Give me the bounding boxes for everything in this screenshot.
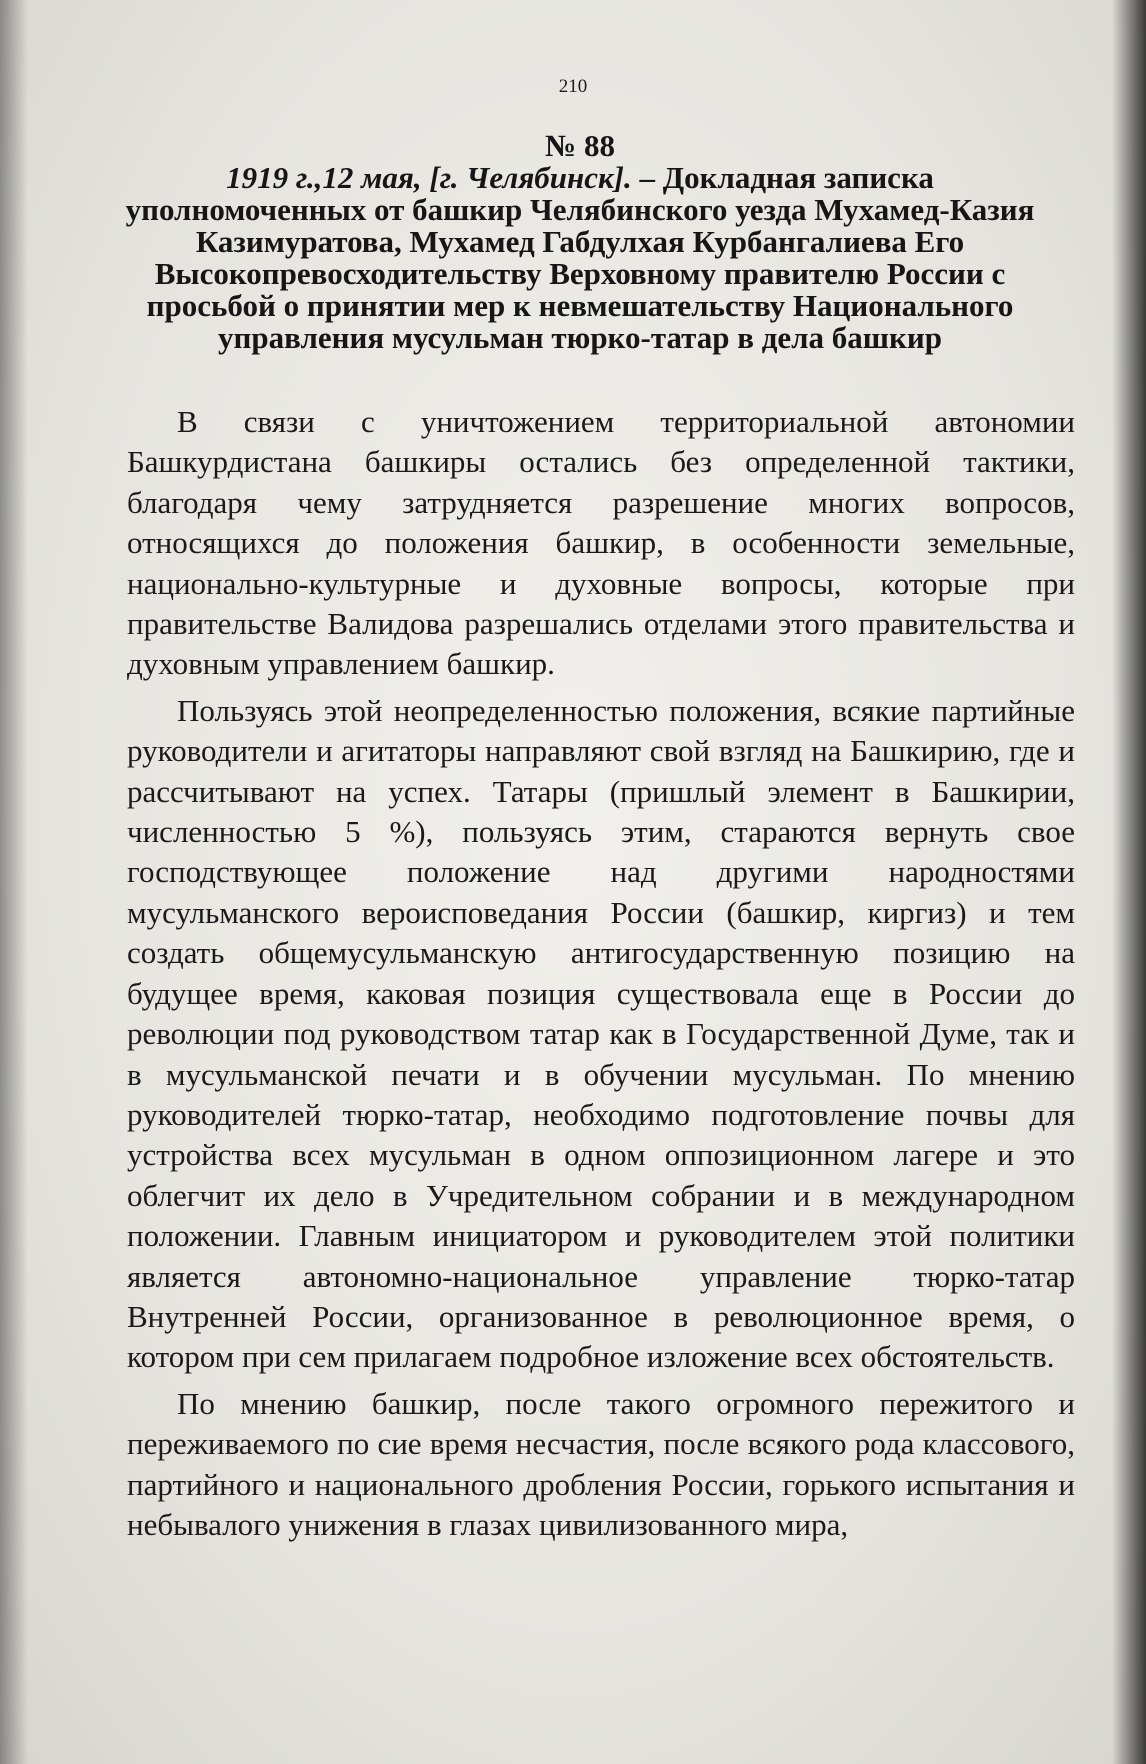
- paragraph: В связи с уничтожением территориальной автономии Башкурдистана башкиры остались без определенной тактики, благодаря чему затрудняется разрешение многих вопросов, относящихся до положения башкир, в особенности земельные, национально-культурные и духовные вопросы, которые при правительстве Валидова разрешались отделами этого правительства и духовным управлением башкир.: [127, 404, 1075, 682]
- page-shadow-left: [0, 0, 28, 1764]
- page-shadow-right: [1112, 0, 1146, 1764]
- document-date-place: 1919 г.,12 мая, [г. Челябинск].: [226, 160, 632, 195]
- paragraph: Пользуясь этой неопределенностью положения, всякие партийные руководители и агитаторы направляют свой взгляд на Башкирию, где и рассчитывают на успех. Татары (пришлый элемент в Башкирии, численностью 5 %), пользуясь этим, стараются вернуть свое господствующее положение над другими народностями мусульманского вероисповедания России (башкир, киргиз) и тем создать общемусульманскую антигосударственную позицию на будущее время, каковая позиция существовала еще в России до революции под руководством татар как в Государственной Думе, так и в мусульманской печати и в обучении мусульман. По мнению руководителей тюрко-татар, необходимо подготовление почвы для устройства всех мусульман в одном оппозиционном лагере и это облегчит их дело в Учредительном собрании и в международном положении. Главным инициатором и руководителем этой политики является автономно-национальное управление тюрко-татар Внутренней России, организованное в революционное время, о котором при сем прилагаем подробное изложение всех обстоятельств.: [127, 692, 1075, 1375]
- document-title: – Докладная записка уполномоченных от башкир Челябинского уезда Мухамед-Казия Казимуратова, Мухамед Габдулхая Курбангалиева Его Высокопревосходительству Верховному правителю России с просьбой о принятии мер к невмешательству Национального управления мусульман тюрко-татар в дела башкир: [125, 160, 1035, 355]
- document-header: [120, 130, 1040, 354]
- document-number: № 88: [545, 128, 615, 163]
- document-body: [127, 402, 1075, 1551]
- paragraph: По мнению башкир, после такого огромного пережитого и переживаемого по сие время несчастия, после всякого рода классового, партийного и национального дробления России, горького испытания и небывалого унижения в глазах цивилизованного мира,: [127, 1385, 1075, 1542]
- page-number: 210: [558, 76, 588, 97]
